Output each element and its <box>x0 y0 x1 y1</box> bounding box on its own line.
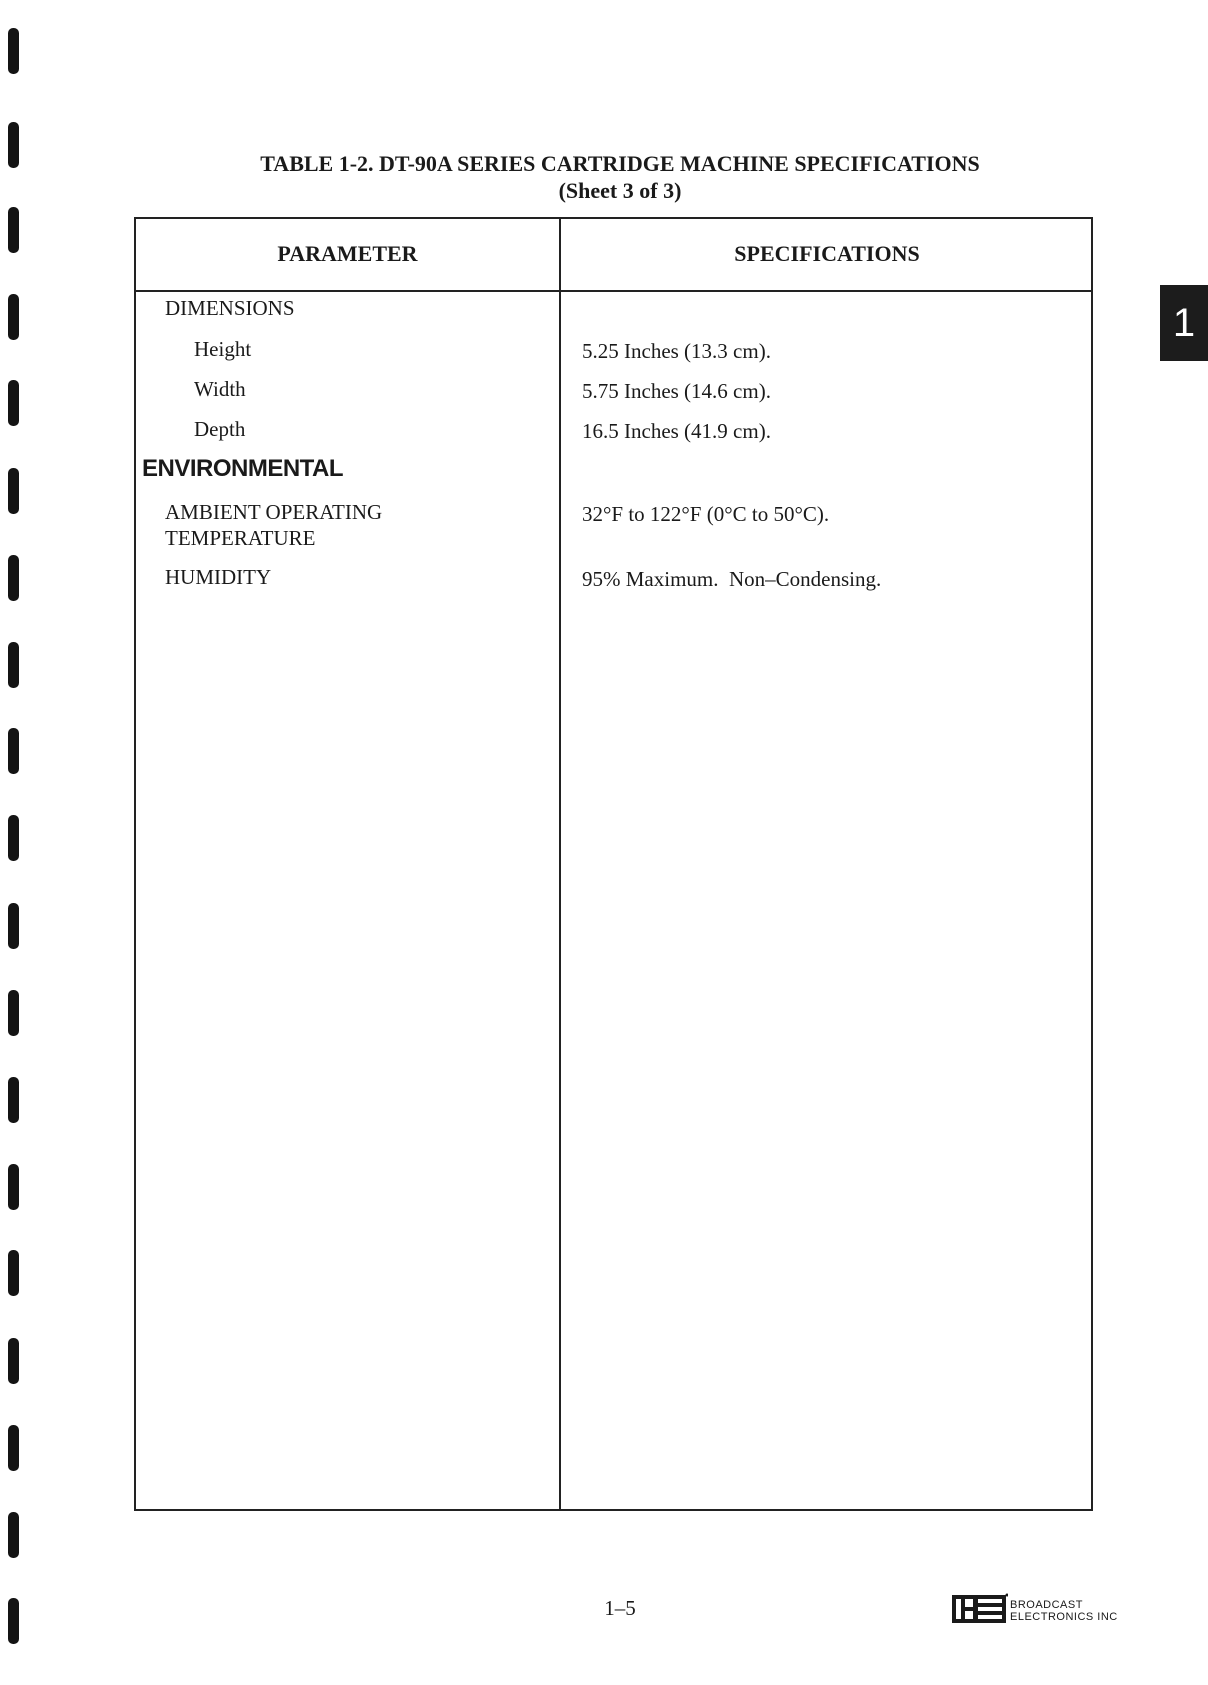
be-logo-icon <box>952 1593 1008 1625</box>
binding-hole <box>8 1338 19 1384</box>
table-title-line1: TABLE 1-2. DT-90A SERIES CARTRIDGE MACHINE SPECIFICATIONS <box>260 151 980 176</box>
binding-hole <box>8 1077 19 1123</box>
binding-hole <box>8 903 19 949</box>
binding-hole <box>8 1250 19 1296</box>
header-parameter: PARAMETER <box>277 241 418 266</box>
table-title-line2: (Sheet 3 of 3) <box>558 178 682 203</box>
dimensions-label: DIMENSIONS <box>165 296 295 320</box>
section-tab: 1 <box>1160 285 1208 361</box>
ambient-label-line2: TEMPERATURE <box>165 526 316 550</box>
spec-table <box>134 217 1093 1511</box>
spec-width: 5.75 Inches (14.6 cm). <box>582 379 771 403</box>
binding-hole <box>8 555 19 601</box>
binding-hole <box>8 728 19 774</box>
header-specifications: SPECIFICATIONS <box>734 241 920 266</box>
binding-hole <box>8 294 19 340</box>
binding-hole <box>8 1512 19 1558</box>
binding-hole <box>8 642 19 688</box>
binding-hole <box>8 380 19 426</box>
spec-humidity: 95% Maximum. Non–Condensing. <box>582 567 882 591</box>
binding-hole <box>8 28 19 74</box>
logo-text <box>1010 1599 1118 1623</box>
binding-hole <box>8 815 19 861</box>
logo-line1: BROADCAST <box>1010 1599 1083 1611</box>
param-width: Width <box>194 377 246 401</box>
binding-hole <box>8 1598 19 1644</box>
binding-hole <box>8 990 19 1036</box>
broadcast-electronics-logo <box>952 1593 1152 1629</box>
environmental-label: ENVIRONMENTAL <box>142 455 344 482</box>
humidity-label: HUMIDITY <box>165 565 272 589</box>
page-number: 1–5 <box>604 1596 636 1620</box>
binding-hole <box>8 207 19 253</box>
header-rule <box>136 290 1091 292</box>
column-divider <box>559 219 561 1509</box>
table-title <box>0 150 1208 204</box>
binding-hole <box>8 1164 19 1210</box>
ambient-label-line1: AMBIENT OPERATING <box>165 500 383 524</box>
logo-line2: ELECTRONICS INC <box>1010 1611 1118 1623</box>
spec-ambient-temperature: 32°F to 122°F (0°C to 50°C). <box>582 502 830 526</box>
binding-hole <box>8 468 19 514</box>
binding-hole <box>8 1425 19 1471</box>
spec-depth: 16.5 Inches (41.9 cm). <box>582 419 771 443</box>
param-depth: Depth <box>194 417 246 441</box>
param-height: Height <box>194 337 252 361</box>
spec-height: 5.25 Inches (13.3 cm). <box>582 339 771 363</box>
